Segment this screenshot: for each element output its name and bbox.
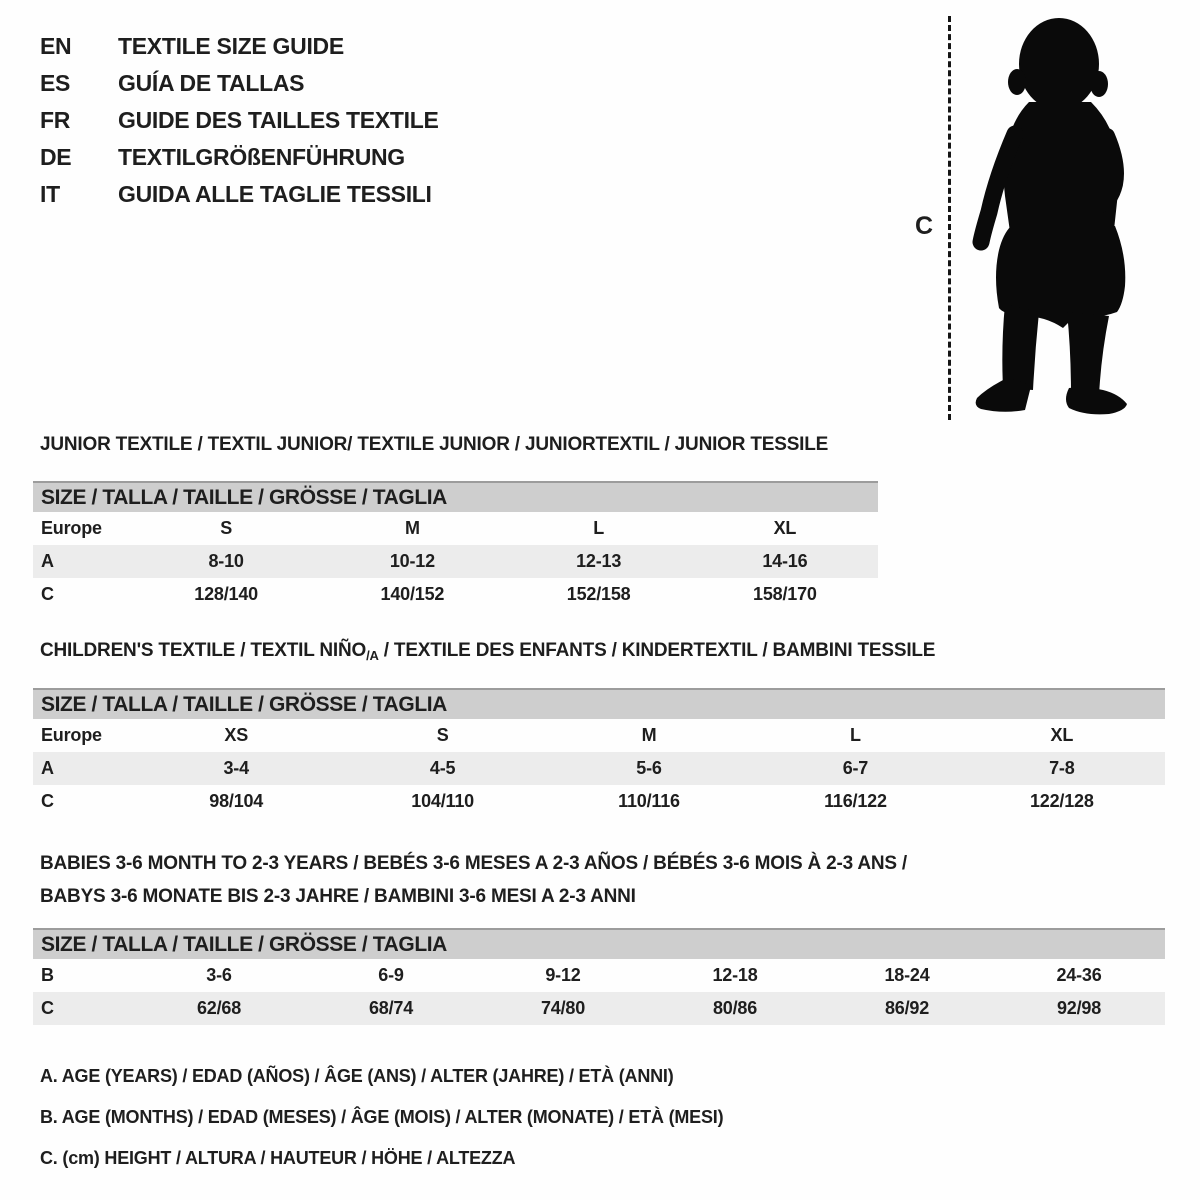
legend-line-a: A. AGE (YEARS) / EDAD (AÑOS) / ÂGE (ANS) / ALTER (JAHRE) / ETÀ (ANNI) — [40, 1066, 674, 1086]
children-size-table — [33, 688, 1165, 818]
language-label: TEXTILGRÖßENFÜHRUNG — [118, 144, 405, 170]
table-cell: 6-7 — [842, 758, 869, 778]
measurement-legend — [40, 1056, 723, 1179]
table-cell: 116/122 — [824, 791, 887, 811]
row-label: Europe — [41, 725, 102, 745]
legend-line-c: C. (cm) HEIGHT / ALTURA / HAUTEUR / HÖHE / ALTEZZA — [40, 1148, 516, 1168]
table-cell: 92/98 — [1056, 998, 1102, 1018]
babies-section-title — [40, 847, 907, 913]
language-code: DE — [40, 144, 72, 170]
table-cell: XL — [773, 518, 797, 538]
children-section-title — [40, 640, 935, 663]
table-cell: 152/158 — [566, 584, 631, 604]
legend-line-b: B. AGE (MONTHS) / EDAD (MESES) / ÂGE (MOIS) / ALTER (MONATE) / ETÀ (MESI) — [40, 1107, 724, 1127]
table-cell: 3-4 — [223, 758, 249, 778]
language-code: ES — [40, 70, 71, 96]
row-label: C — [41, 791, 54, 811]
table-cell: XL — [1050, 725, 1074, 745]
language-label: TEXTILE SIZE GUIDE — [118, 33, 344, 59]
table-cell: M — [404, 518, 420, 538]
table-cell: 18-24 — [884, 965, 930, 985]
table-cell: 68/74 — [368, 998, 414, 1018]
language-code: EN — [40, 33, 72, 59]
language-row-es — [40, 65, 439, 102]
height-measure-figure — [905, 14, 1145, 428]
table-row — [33, 545, 878, 578]
table-cell: 86/92 — [884, 998, 930, 1018]
language-list — [40, 28, 439, 213]
table-cell: S — [436, 725, 449, 745]
children-title-suffix: / TEXTILE DES ENFANTS / KINDERTEXTIL / BAMBINI TESSILE — [378, 640, 936, 661]
row-label: C — [41, 584, 54, 604]
table-cell: 8-10 — [208, 551, 244, 571]
row-label: B — [41, 965, 54, 985]
table-cell: 9-12 — [545, 965, 581, 985]
table-cell: 158/170 — [753, 584, 817, 604]
table-cell: XS — [224, 725, 249, 745]
table-cell: 140/152 — [380, 584, 445, 604]
language-row-it — [40, 176, 439, 213]
table-cell: M — [641, 725, 657, 745]
table-cell: 110/116 — [618, 791, 680, 811]
table-cell: 10-12 — [389, 551, 435, 571]
height-measure-label: C — [915, 212, 934, 240]
language-label: GUIDE DES TAILLES TEXTILE — [118, 107, 439, 133]
children-title-prefix: CHILDREN'S TEXTILE / TEXTIL NIÑO — [40, 640, 367, 661]
babies-title-line2: BABYS 3-6 MONATE BIS 2-3 JAHRE / BAMBINI 3-6 MESI A 2-3 ANNI — [40, 886, 636, 907]
babies-size-table — [33, 928, 1165, 1025]
size-header-bar: SIZE / TALLA / TAILLE / GRÖSSE / TAGLIA — [33, 688, 1165, 719]
table-cell: 7-8 — [1049, 758, 1075, 778]
table-cell: L — [593, 518, 605, 538]
language-label: GUIDA ALLE TAGLIE TESSILI — [118, 181, 432, 207]
language-row-fr — [40, 102, 439, 139]
size-header-bar: SIZE / TALLA / TAILLE / GRÖSSE / TAGLIA — [33, 481, 878, 512]
row-label: A — [41, 758, 54, 778]
table-cell: 80/86 — [712, 998, 758, 1018]
children-title-subscript: /A — [366, 648, 379, 663]
table-cell: S — [220, 518, 233, 538]
table-cell: 104/110 — [411, 791, 474, 811]
table-cell: 12-13 — [576, 551, 622, 571]
table-cell: 98/104 — [209, 791, 264, 811]
row-label: C — [41, 998, 54, 1018]
table-cell: 6-9 — [378, 965, 404, 985]
table-row — [33, 512, 878, 545]
junior-size-table — [33, 481, 878, 611]
toddler-silhouette-icon — [967, 14, 1139, 422]
table-row — [33, 959, 1165, 992]
table-cell: 62/68 — [196, 998, 242, 1018]
language-label: GUÍA DE TALLAS — [118, 70, 305, 96]
height-measure-dashed-line — [948, 16, 951, 420]
table-cell: 74/80 — [540, 998, 586, 1018]
table-cell: 12-18 — [712, 965, 758, 985]
language-code: IT — [40, 181, 60, 207]
table-cell: 128/140 — [194, 584, 258, 604]
language-row-de — [40, 139, 439, 176]
size-header-bar: SIZE / TALLA / TAILLE / GRÖSSE / TAGLIA — [33, 928, 1165, 959]
table-cell: 3-6 — [206, 965, 232, 985]
babies-title-line1: BABIES 3-6 MONTH TO 2-3 YEARS / BEBÉS 3-6 MESES A 2-3 AÑOS / BÉBÉS 3-6 MOIS À 2-3 ANS / — [40, 853, 908, 874]
language-code: FR — [40, 107, 71, 133]
junior-section-title: JUNIOR TEXTILE / TEXTIL JUNIOR/ TEXTILE JUNIOR / JUNIORTEXTIL / JUNIOR TESSILE — [40, 434, 829, 455]
table-row — [33, 578, 878, 611]
row-label: Europe — [41, 518, 102, 538]
table-row — [33, 992, 1165, 1025]
table-cell: 122/128 — [1029, 791, 1094, 811]
table-row — [33, 785, 1165, 818]
table-cell: L — [850, 725, 861, 745]
table-cell: 4-5 — [429, 758, 456, 778]
table-row — [33, 719, 1165, 752]
table-cell: 24-36 — [1056, 965, 1102, 985]
table-cell: 14-16 — [762, 551, 808, 571]
language-row-en — [40, 28, 439, 65]
table-row — [33, 752, 1165, 785]
table-cell: 5-6 — [636, 758, 662, 778]
row-label: A — [41, 551, 54, 571]
